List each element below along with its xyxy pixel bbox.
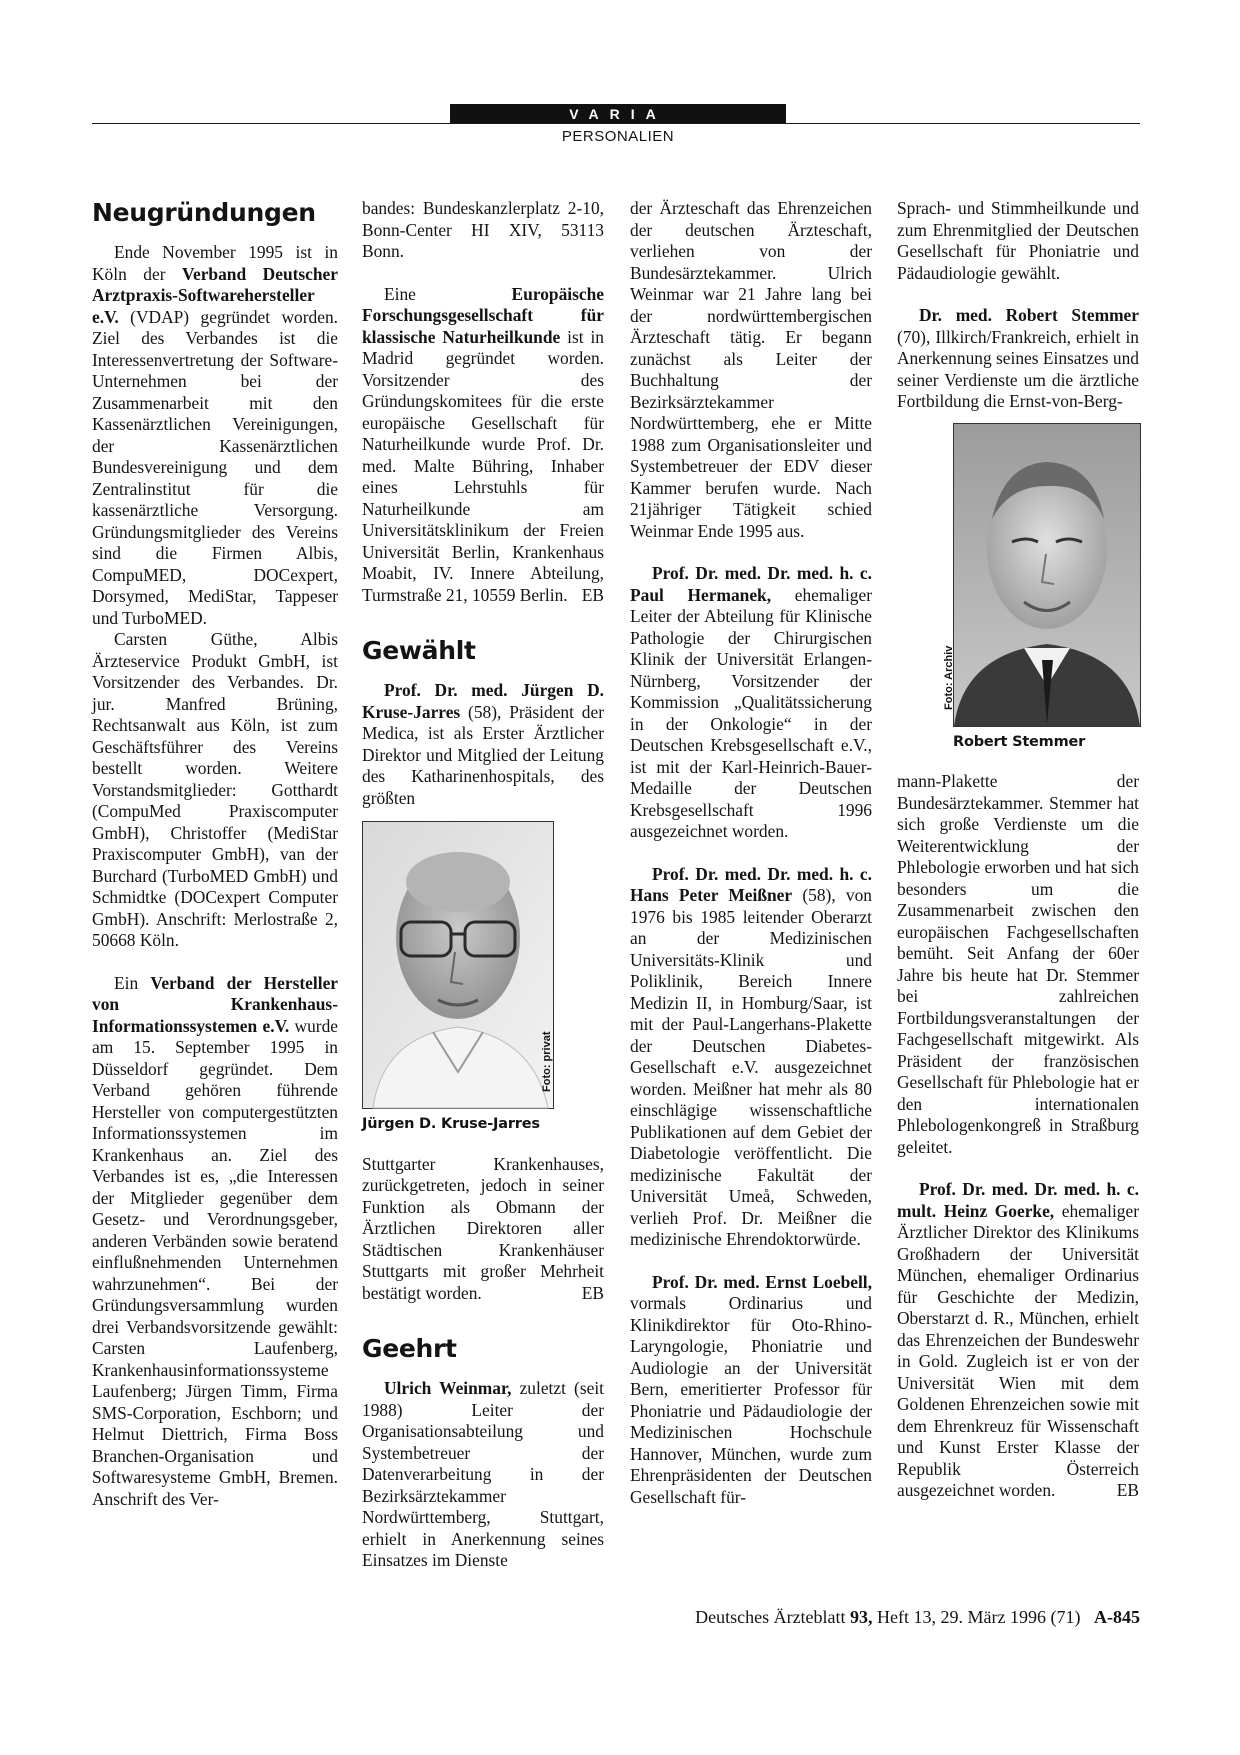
heading-geehrt: Geehrt — [362, 1334, 457, 1363]
paragraph-stemmer — [897, 305, 1139, 413]
text: Ende November 1995 ist in Köln der — [92, 242, 338, 284]
person-name: Prof. Dr. med. Dr. med. h. c. mult. Heinz Goerke, — [897, 1179, 1139, 1221]
org-name: Verband Deutscher Arztpraxis-Softwarehersteller e.V. — [92, 263, 338, 327]
text: wurde am 15. September 1995 in Düsseldorf gegründet. Dem Verband gehören führende Hersteller von computergestützten Informationssystemen im Krankenhaus an. Ziel des Verbandes ist es, „die Interessen der Mitglieder gegenüber dem Gesetz- und Verordnungsgeber, anderen Verbänden sowie beratend einflußnehmenden Unternehmen wahrzunehmen“. Bei der Gründungsversammlung wurden drei Verbandsvorsitzende gewählt: Carsten Laufenberg, Krankenhausinformationssysteme Laufenberg; Jürgen Timm, Firma SMS-Corporation, Eschborn; und Helmut Diettrich, Firma Boss Branchen-Organisation und Softwaresysteme GmbH, Bremen. Anschrift des Ver- — [92, 1015, 338, 1509]
paragraph-address: bandes: Bundeskanzlerplatz 2-10, Bonn-Center HI XIV, 53113 Bonn. — [362, 198, 604, 261]
portrait-photo-kruse-jarres — [362, 821, 554, 1109]
column-2 — [362, 198, 604, 1572]
text: (58), Präsident der Medica, ist als Erster Ärztlicher Direktor und Mitglied der Leitung des Katharinenhospitals, des größten — [362, 701, 604, 808]
portrait-image — [363, 822, 553, 1108]
paragraph-weinmar-cont: der Ärzteschaft das Ehrenzeichen der deutschen Ärzteschaft, verliehen von der Bundesärztekammer. Ulrich Weinmar war 21 Jahre lang bei der nordwürttembergischen Ärzteschaft tätig. Er begann zunächst als Leiter der Buchhaltung der Bezirksärztekammer Nordwürttemberg, ehe er Mitte 1988 zum Organisationsleiter und Systembetreuer der EDV dieser Kammer berufen wurde. Nach 21jähriger Tätigkeit schied Weinmar Ende 1995 aus. — [630, 198, 872, 541]
section-title: VARIA — [569, 106, 667, 122]
text: ehemaliger Leiter der Abteilung für Klinische Pathologie der Chirurgischen Klinik der Universität Erlangen-Nürnberg, Vorsitzender der Kommission „Qualitätssicherung in der Onkologie“ in der Deutschen Krebsgesellschaft e.V., ist mit der Karl-Heinrich-Bauer-Medaille der Deutschen Krebsgesellschaft 1996 ausgezeichnet worden. — [630, 584, 872, 841]
text: ist in Madrid gegründet worden. Vorsitzender des Gründungskomitees für die erste europäische Gesellschaft für Naturheilkunde wurde Prof. Dr. med. Malte Bühring, Inhaber eines Lehrstuhls für Naturheilkunde am Universitätsklinikum der Freien Universität Berlin, Krankenhaus Moabit, IV. Innere Abteilung, Turmstraße 21, 10559 Berlin. — [362, 326, 605, 605]
paragraph-kruse-jarres — [362, 680, 604, 809]
column-4 — [897, 198, 1139, 1502]
paragraph-loebell-cont: Sprach- und Stimmheilkunde und zum Ehrenmitglied der Deutschen Gesellschaft für Phoniatrie und Pädaudiologie gewählt. — [897, 198, 1139, 283]
photo-credit: Foto: Archiv — [943, 645, 955, 710]
paragraph-naturheilkunde — [362, 284, 604, 607]
paragraph-vdap-board: Carsten Güthe, Albis Ärzteservice Produkt GmbH, ist Vorsitzender des Verbandes. Dr. jur. Manfred Brüning, Rechtsanwalt aus Köln, ist zum Geschäftsführer des Vereins bestellt worden. Weitere Vorstandsmitglieder: Gotthardt (CompuMed Praxiscomputer GmbH), Christoffer (MediStar Praxiscomputer GmbH), van der Burchard (TurboMED GmbH) und Schmidtke (DOCexpert Computer GmbH). Anschrift: Merlostraße 2, 50668 Köln. — [92, 629, 338, 950]
page-number: A-845 — [1094, 1607, 1140, 1627]
subsection-title: PERSONALIEN — [561, 128, 675, 145]
person-name: Prof. Dr. med. Jürgen D. Kruse-Jarres — [362, 680, 604, 722]
journal-volume: 93, — [850, 1607, 873, 1627]
paragraph-kruse-jarres-cont — [362, 1154, 604, 1305]
text: Stuttgarter Krankenhauses, zurückgetreten, jedoch in seiner Funktion als Obmann der Ärztlichen Direktoren aller Städtischen Krankenhäuser Stuttgarts mit großer Mehrheit bestätigt worden. — [362, 1153, 604, 1303]
photo-caption: Jürgen D. Kruse-Jarres — [362, 1116, 540, 1132]
text: (VDAP) gegründet worden. Ziel des Verbandes ist die Interessenvertretung der Software-Unternehmen bei der Zusammenarbeit mit den Kassenärztlichen Vereinigungen, der Kassenärztlichen Bundesvereinigung und dem Zentralinstitut für die kassenärztliche Versorgung. Gründungsmitglieder des Vereins sind die Firmen Albis, CompuMED, DOCexpert, Dorsymed, MediStar, Tappeser und TurboMED. — [92, 306, 338, 628]
text: (70), Illkirch/Frankreich, erhielt in Anerkennung seines Einsatzes und seiner Verdienste um die ärztliche Fortbildung die Ernst-von-Berg- — [897, 326, 1139, 411]
paragraph-vdap — [92, 242, 338, 629]
person-name: Ulrich Weinmar, — [384, 1378, 512, 1398]
org-name: Europäische Forschungsgesellschaft für klassische Naturheilkunde — [362, 283, 604, 347]
author-signoff: EB — [581, 584, 604, 605]
photo-credit: Foto: privat — [541, 1031, 553, 1092]
author-signoff: EB — [581, 1282, 604, 1303]
text: (58), von 1976 bis 1985 leitender Oberarzt an der Medizinischen Universitäts-Klinik und Poliklinik, Bereich Innere Medizin II, in Homburg/Saar, ist mit der Paul-Langerhans-Plakette der Deutschen Diabetes-Gesellschaft e.V. ausgezeichnet worden. Meißner hat mehr als 80 einschlägige wissenschaftliche Publikationen auf dem Gebiet der Diabetologie veröffentlicht. Die medizinische Fakultät der Universität Umeå, Schweden, verlieh Prof. Dr. Meißner die medizinische Ehrendoktorwürde. — [630, 885, 872, 1249]
paragraph-stemmer-cont: mann-Plakette der Bundesärztekammer. Stemmer hat sich große Verdienste um die Weiterentwicklung der Phlebologie erworben und hat sich besonders um die Zusammenarbeit zwischen den europäischen Fachgesellschaften bemüht. Seit Anfang der 60er Jahre bis heute hat Dr. Stemmer bei zahlreichen Fortbildungsveranstaltungen der Fachgesellschaft mitgewirkt. Als Präsident der französischen Gesellschaft für Phlebologie hat er den internationalen Phlebologenkongreß in Straßburg geleitet. — [897, 771, 1139, 1157]
author-signoff: EB — [1116, 1480, 1139, 1500]
text: ehemaliger Ärztlicher Direktor des Klinikums Großhadern der Universität München, ehemaliger Ordinarius für Geschichte der Medizin, Oberstarzt d. R., München, erhielt das Ehrenzeichen der Bundeswehr in Gold. Zugleich ist er von der Universität Wien mit dem Goldenen Ehrenzeichen sowie mit dem Ehrenkreuz für Wissenschaft und Kunst Erster Klasse der Republik Österreich ausgezeichnet worden. — [897, 1200, 1139, 1500]
paragraph-weinmar — [362, 1378, 604, 1572]
column-1 — [92, 198, 338, 1510]
page-footer — [695, 1607, 1140, 1628]
text: Eine — [384, 283, 512, 304]
paragraph-goerke — [897, 1179, 1139, 1502]
column-3 — [630, 198, 872, 1508]
portrait-photo-stemmer — [943, 423, 1141, 727]
person-name: Prof. Dr. med. Dr. med. h. c. Hans Peter Meißner — [630, 863, 872, 905]
org-name: Verband der Hersteller von Krankenhaus-Informationssystemen e.V. — [92, 972, 339, 1036]
journal-issue: Heft 13, 29. März 1996 (71) — [877, 1607, 1081, 1627]
portrait-image — [954, 424, 1140, 726]
paragraph-hermanek — [630, 563, 872, 843]
person-name: Prof. Dr. med. Dr. med. h. c. Paul Hermanek, — [630, 563, 872, 605]
person-name: Dr. med. Robert Stemmer — [919, 305, 1139, 325]
paragraph-loebell — [630, 1272, 872, 1509]
paragraph-meissner — [630, 864, 872, 1251]
text: vormals Ordinarius und Klinikdirektor für Oto-Rhino-Laryngologie, Phoniatrie und Audiologie an der Universität Bern, emeritierter Professor für Phoniatrie und Pädaudiologie der Medizinischen Hochschule Hannover, München, wurde zum Ehrenpräsidenten der Deutschen Gesellschaft für- — [630, 1293, 872, 1507]
heading-neugruendungen: Neugründungen — [92, 198, 316, 227]
journal-name: Deutsches Ärzteblatt — [695, 1607, 846, 1627]
header-rule — [92, 123, 1140, 124]
text: zuletzt (seit 1988) Leiter der Organisationsabteilung und Systembetreuer der Datenverarbeitung in der Bezirksärztekammer Nordwürttemberg, Stuttgart, erhielt in Anerkennung seines Einsatzes im Dienste — [362, 1378, 604, 1570]
heading-gewaehlt: Gewählt — [362, 636, 476, 665]
paragraph-vhki — [92, 973, 338, 1511]
photo-caption: Robert Stemmer — [953, 733, 1086, 750]
text: Ein — [114, 972, 151, 993]
section-banner — [450, 104, 786, 124]
person-name: Prof. Dr. med. Ernst Loebell, — [652, 1271, 872, 1292]
